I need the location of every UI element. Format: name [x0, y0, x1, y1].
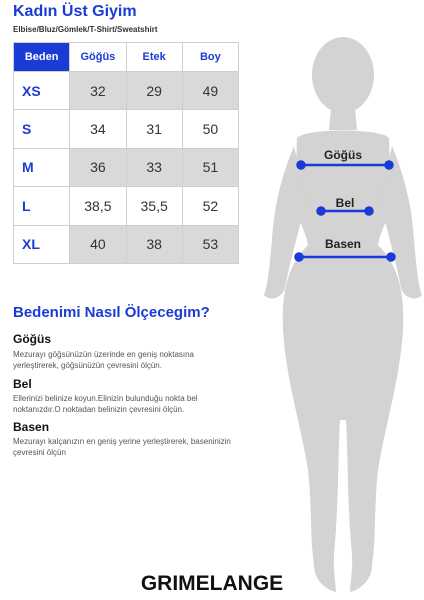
gogus-cell: 40 — [70, 225, 126, 263]
boy-cell: 51 — [182, 148, 238, 186]
garment-types: Elbise/Bluz/Gömlek/T-Shirt/Sweatshirt — [13, 25, 158, 34]
hip-label: Basen — [324, 237, 362, 251]
size-cell: XS — [14, 72, 70, 110]
bel-heading: Bel — [13, 377, 32, 391]
size-cell: S — [14, 110, 70, 148]
measure-guide-title: Bedenimi Nasıl Ölçecegim? — [13, 304, 210, 321]
basen-instructions: Mezurayı kalçanızın en geniş yerine yerleştirerek, baseninizin çevresini ölçün — [13, 437, 231, 457]
basen-heading: Basen — [13, 420, 50, 434]
size-cell: L — [14, 187, 70, 225]
size-cell: M — [14, 148, 70, 186]
boy-cell: 50 — [182, 110, 238, 148]
header-etek: Etek — [126, 43, 182, 72]
brand-logo: GRIMELANGE — [140, 572, 284, 595]
body-silhouette — [264, 37, 422, 592]
boy-cell: 52 — [182, 187, 238, 225]
boy-cell: 53 — [182, 225, 238, 263]
size-cell: XL — [14, 225, 70, 263]
header-gogus: Göğüs — [70, 43, 126, 72]
etek-cell: 38 — [126, 225, 182, 263]
gogus-cell: 32 — [70, 72, 126, 110]
gogus-cell: 34 — [70, 110, 126, 148]
chest-label: Göğüs — [324, 148, 362, 162]
etek-cell: 33 — [126, 148, 182, 186]
gogus-heading: Göğüs — [13, 332, 51, 346]
etek-cell: 31 — [126, 110, 182, 148]
boy-cell: 49 — [182, 72, 238, 110]
gogus-instructions: Mezurayı göğsünüzün üzerinde en geniş noktasına yerleştirerek, göğsünüzün çevresini ölçün. — [13, 350, 195, 370]
waist-label: Bel — [335, 196, 355, 210]
bel-instructions: Ellerinizi belinize koyun.Elinizin bulunduğu nokta bel noktanızdır.O noktadan belinizin çevresini ölçün. — [13, 394, 198, 414]
header-beden: Beden — [14, 43, 70, 72]
etek-cell: 29 — [126, 72, 182, 110]
gogus-cell: 36 — [70, 148, 126, 186]
header-boy: Boy — [182, 43, 238, 72]
etek-cell: 35,5 — [126, 187, 182, 225]
page-title: Kadın Üst Giyim — [13, 3, 137, 20]
gogus-cell: 38,5 — [70, 187, 126, 225]
